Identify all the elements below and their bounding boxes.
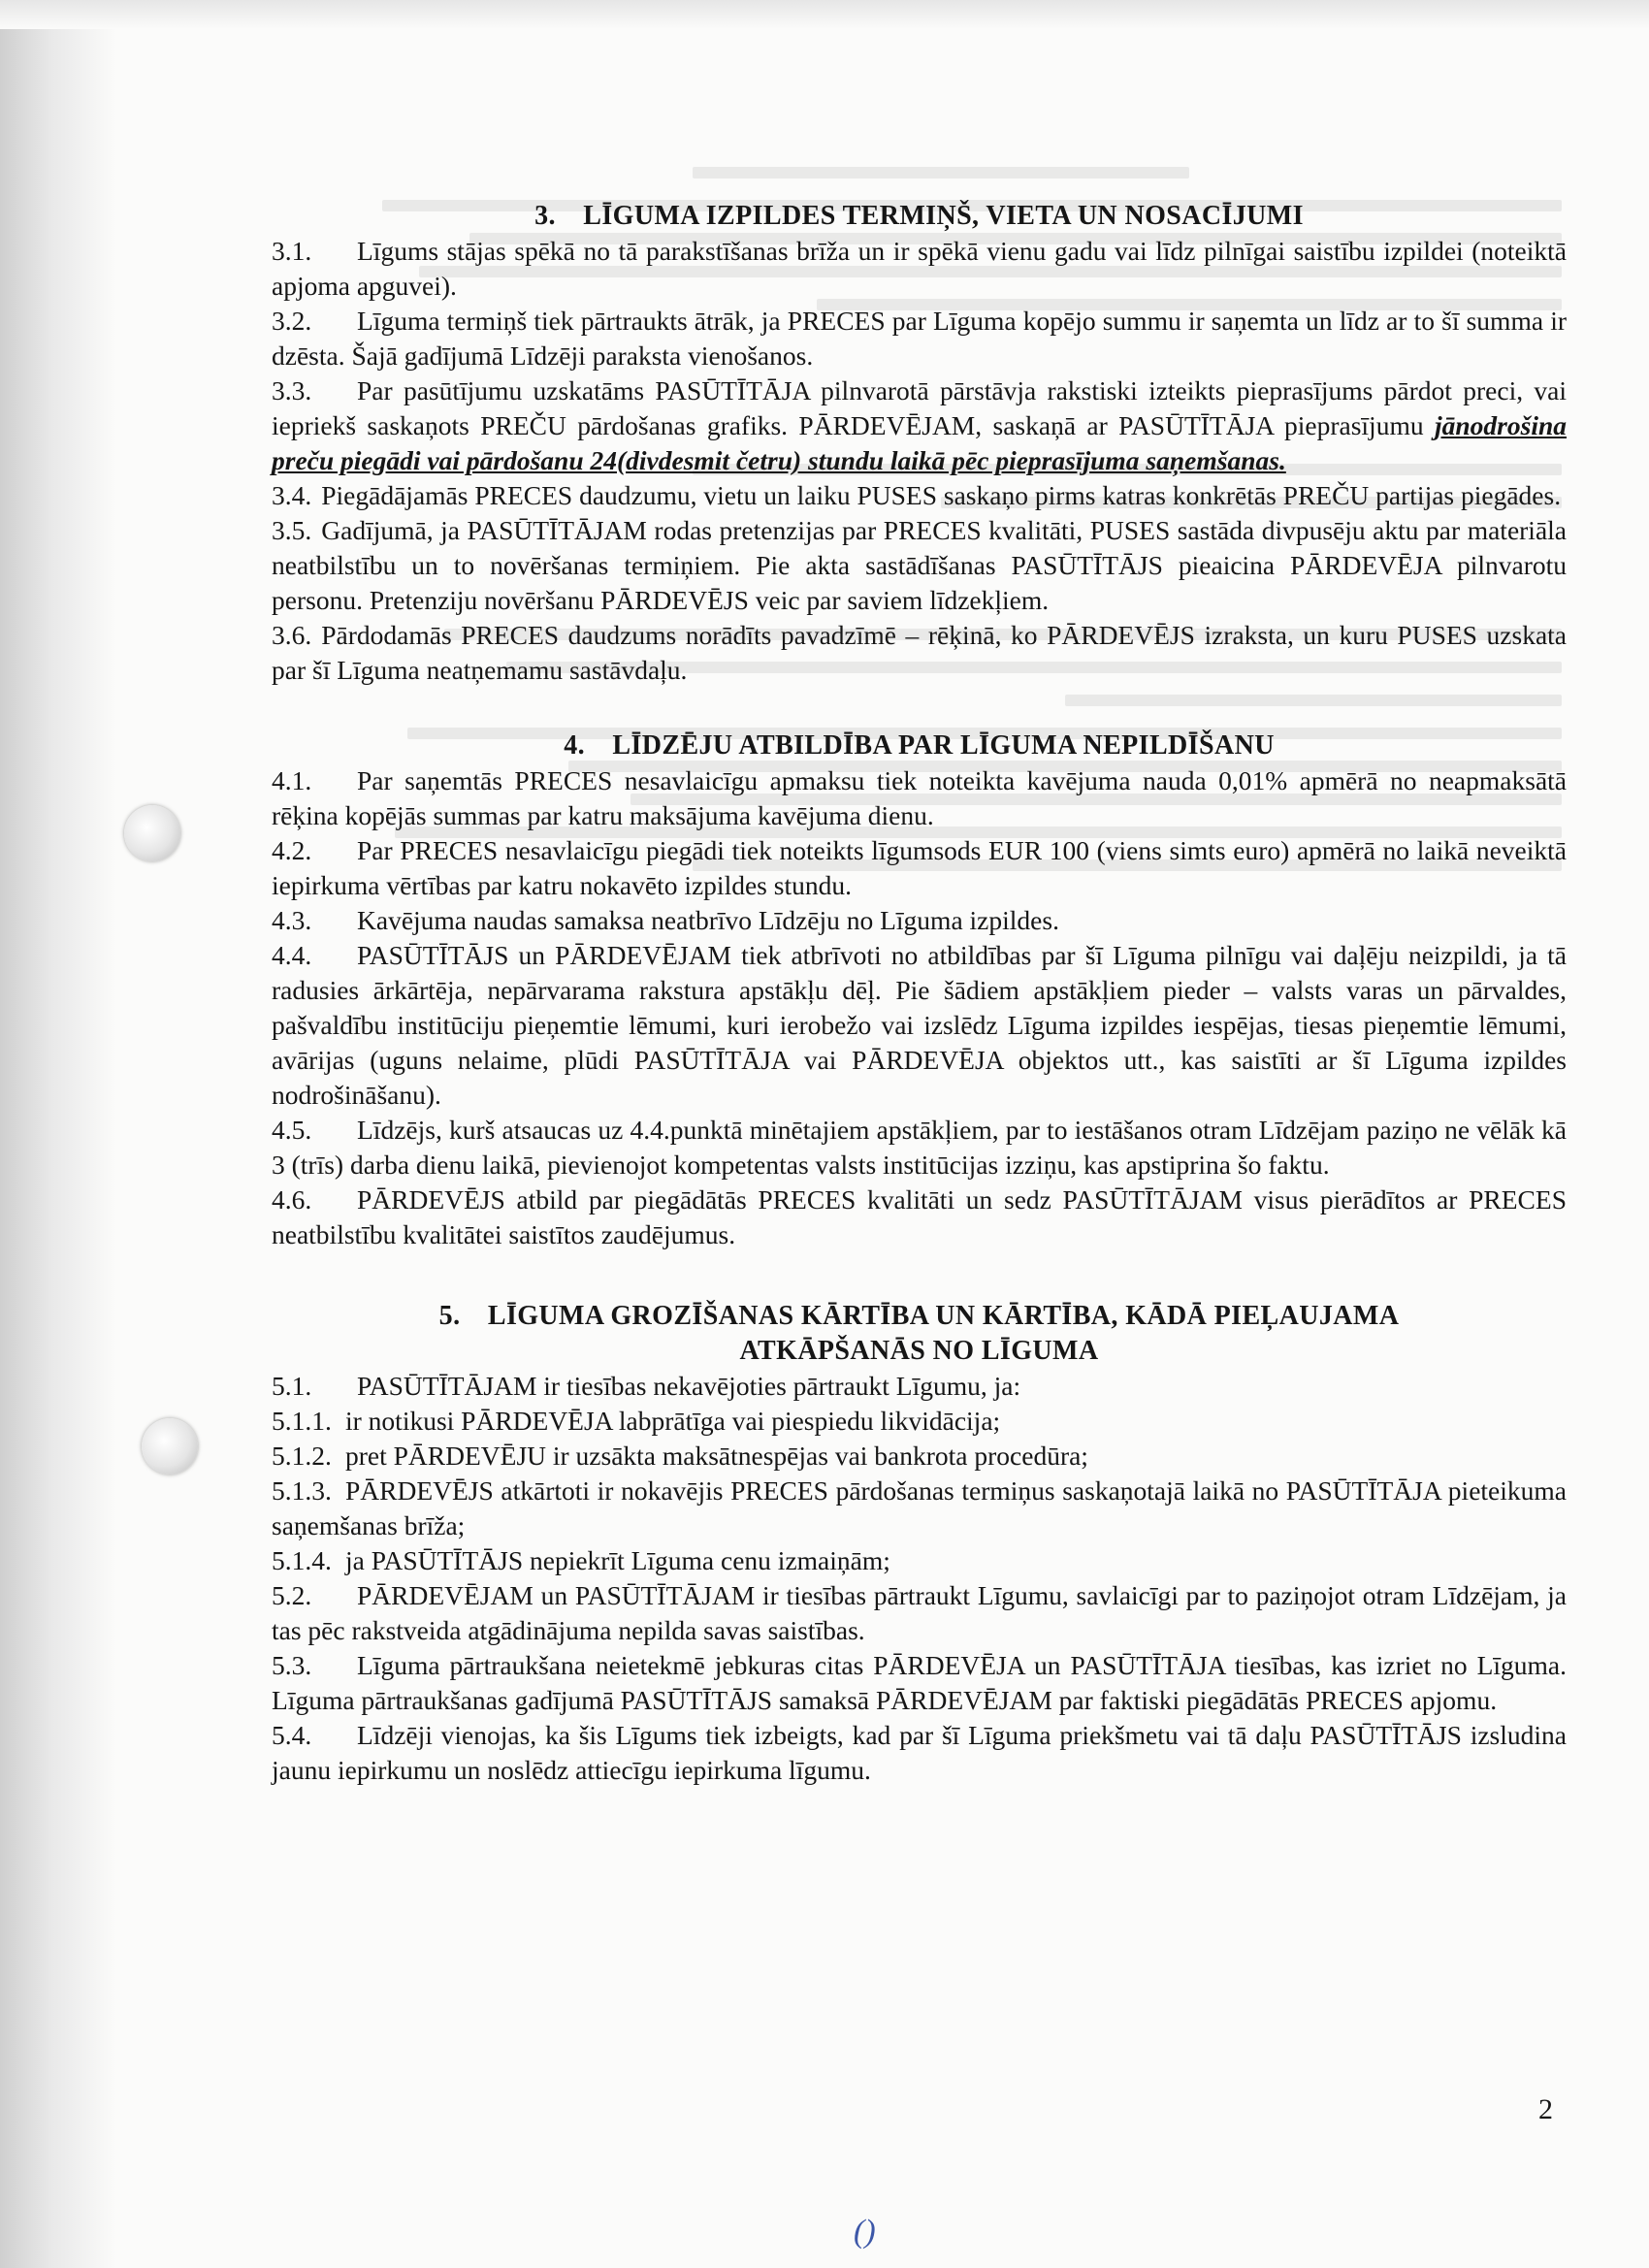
clause-5-1-4: [272, 1543, 1567, 1578]
scan-top-edge: [0, 0, 1649, 29]
clause-number: 5.4.: [272, 1720, 312, 1750]
clause-4-6: [272, 1183, 1567, 1252]
clause-number: 4.1.: [272, 765, 312, 795]
clause-text: PĀRDEVĒJS atkārtoti ir nokavējis PRECES pārdošanas termiņus saskaņotajā laikā no PASŪTĪTĀJA pieteikuma saņemšanas brīža;: [272, 1475, 1567, 1540]
clause-text: PĀRDEVĒJS atbild par piegādātās PRECES kvalitāti un sedz PASŪTĪTĀJAM visus pierādītos ar PRECES neatbilstību kvalitātei saistītos zaudējumus.: [272, 1184, 1567, 1249]
clause-text: PĀRDEVĒJAM un PASŪTĪTĀJAM ir tiesības pārtraukt Līgumu, savlaicīgi par to paziņojot otram Līdzējam, ja tas pēc rakstveida atgādinājuma nepilda savas saistības.: [272, 1580, 1567, 1645]
section-5-heading-line-1: 5. LĪGUMA GROZĪŠANAS KĀRTĪBA UN KĀRTĪBA, KĀDĀ PIEĻAUJAMA: [438, 1301, 1400, 1331]
clause-number: 5.2.: [272, 1580, 312, 1610]
clause-number: 4.3.: [272, 905, 312, 935]
scan-left-shadow: [0, 0, 116, 2268]
clause-number: 4.5.: [272, 1115, 312, 1145]
clause-number: 5.1.3.: [272, 1475, 332, 1506]
clause-3-1: [272, 234, 1567, 304]
clause-number: 5.1.1.: [272, 1406, 332, 1436]
clause-text: ja PASŪTĪTĀJS nepiekrīt Līguma cenu izmaiņām;: [345, 1545, 890, 1575]
clause-text: Par PRECES nesavlaicīgu piegādi tiek noteikts līgumsods EUR 100 (viens simts euro) apmērā no laikā neveiktā iepirkuma vērtības par katru nokavēto izpildes stundu.: [272, 835, 1567, 900]
clause-text: Līdzējs, kurš atsaucas uz 4.4.punktā minētajiem apstākļiem, par to iestāšanos otram Līdzējam paziņo ne vēlāk kā 3 (trīs) darba dienu laikā, pievienojot kompetentas valsts institūcijas izziņu, kas apstiprina šo faktu.: [272, 1115, 1567, 1180]
binder-hole-lower: [142, 1418, 198, 1474]
clause-emphasis: jānodrošina preču piegādi vai pārdošanu 24(divdesmit četru) stundu laikā pēc pieprasījuma saņemšanas.: [272, 410, 1568, 475]
clause-number: 5.3.: [272, 1650, 312, 1680]
section-5-heading-line-2: ATKĀPŠANĀS NO LĪGUMA: [739, 1336, 1099, 1366]
clause-3-4: [272, 478, 1567, 513]
document-body: [272, 199, 1567, 1788]
clause-5-2: [272, 1578, 1567, 1648]
section-4-heading: 4. LĪDZĒJU ATBILDĪBA PAR LĪGUMA NEPILDĪŠANU: [564, 730, 1275, 761]
clause-text: PASŪTĪTĀJS un PĀRDEVĒJAM tiek atbrīvoti no atbildības par šī Līguma pilnīgu vai daļēju neizpildi, ja tā radusies ārkārtēja, nepārvarama rakstura apstākļu dēļ. Pie šādiem apstākļiem pieder – valsts varas un pārvaldes, pašvaldību institūciju pieņemtie lēmumi, kuri ierobežo vai izslēdz Līguma izpildes iespējas, tiesas pieņemtie lēmumi, avārijas (uguns nelaime, plūdi PASŪTĪTĀJA vai PĀRDEVĒJA objektos utt., kas saistīti ar šī Līguma izpildes nodrošināšanu).: [272, 940, 1567, 1110]
clause-4-5: [272, 1113, 1567, 1183]
clause-number: 3.2.: [272, 306, 312, 336]
clause-3-2: [272, 304, 1567, 373]
clause-text: Par pasūtījumu uzskatāms PASŪTĪTĀJA pilnvarotā pārstāvja rakstiski izteikts pieprasījums pārdot preci, vai iepriekš saskaņots PREČU pārdošanas grafiks. PĀRDEVĒJAM, saskaņā ar PASŪTĪTĀJA pieprasījumu: [272, 375, 1567, 440]
binder-hole-upper: [124, 805, 180, 861]
clause-3-5: [272, 513, 1567, 618]
clause-text: Līdzēji vienojas, ka šis Līgums tiek izbeigts, kad par šī Līguma priekšmetu vai tā daļu PASŪTĪTĀJS izsludina jaunu iepirkumu un noslēdz attiecīgu iepirkuma līgumu.: [272, 1720, 1567, 1785]
clause-4-4: [272, 938, 1567, 1113]
clause-text: Par saņemtās PRECES nesavlaicīgu apmaksu tiek noteikta kavējuma nauda 0,01% apmērā no neapmaksātā rēķina kopējās summas par katru maksājuma kavējuma dienu.: [272, 765, 1567, 830]
clause-4-3: [272, 903, 1567, 938]
clause-number: 3.4.: [272, 480, 312, 510]
clause-text: PASŪTĪTĀJAM ir tiesības nekavējoties pārtraukt Līgumu, ja:: [357, 1371, 1021, 1401]
clause-5-4: [272, 1718, 1567, 1788]
clause-text: Līguma pārtraukšana neietekmē jebkuras citas PĀRDEVĒJA un PASŪTĪTĀJA tiesības, kas izriet no Līguma. Līguma pārtraukšanas gadījumā PASŪTĪTĀJS samaksā PĀRDEVĒJAM par faktiski piegādātās PRECES apjomu.: [272, 1650, 1567, 1715]
clause-text: pret PĀRDEVĒJU ir uzsākta maksātnespējas vai bankrota procedūra;: [345, 1441, 1088, 1471]
clause-3-3: [272, 373, 1567, 478]
clause-number: 5.1.4.: [272, 1545, 332, 1575]
clause-5-1-2: [272, 1439, 1567, 1474]
clause-number: 4.6.: [272, 1184, 312, 1215]
clause-text: Pārdodamās PRECES daudzums norādīts pavadzīmē – rēķinā, ko PĀRDEVĒJS izraksta, un kuru PUSES uzskata par šī Līguma neatņemamu sastāvdaļu.: [272, 620, 1567, 685]
clause-5-1-3: [272, 1474, 1567, 1543]
clause-number: 4.4.: [272, 940, 312, 970]
clause-number: 4.2.: [272, 835, 312, 865]
clause-number: 3.3.: [272, 375, 312, 405]
clause-text: Piegādājamās PRECES daudzumu, vietu un laiku PUSES saskaņo pirms katras konkrētās PREČU partijas piegādes.: [321, 480, 1562, 510]
clause-4-2: [272, 833, 1567, 903]
clause-text: Līgums stājas spēkā no tā parakstīšanas brīža un ir spēkā vienu gadu vai līdz pilnīgai saistību izpildei (noteiktā apjoma apguvei).: [272, 236, 1567, 301]
clause-text: Gadījumā, ja PASŪTĪTĀJAM rodas pretenzijas par PRECES kvalitāti, PUSES sastāda divpusēju aktu par materiāla neatbilstību un to novēršanas termiņiem. Pie akta sastādīšanas PASŪTĪTĀJS pieaicina PĀRDEVĒJA pilnvarotu personu. Pretenziju novēršanu PĀRDEVĒJS veic par saviem līdzekļiem.: [272, 515, 1567, 615]
clause-text: Līguma termiņš tiek pārtraukts ātrāk, ja PRECES par Līguma kopējo summu ir saņemta un līdz ar to šī summa ir dzēsta. Šajā gadījumā Līdzēji paraksta vienošanos.: [272, 306, 1567, 371]
clause-number: 3.1.: [272, 236, 312, 266]
section-5-heading: [272, 1299, 1567, 1369]
clause-number: 5.1.2.: [272, 1441, 332, 1471]
handwritten-mark: (): [854, 2214, 876, 2250]
clause-text: Kavējuma naudas samaksa neatbrīvo Līdzēju no Līguma izpildes.: [357, 905, 1059, 935]
clause-3-6: [272, 618, 1567, 688]
clause-number: 3.5.: [272, 515, 312, 545]
clause-5-3: [272, 1648, 1567, 1718]
clause-5-1: [272, 1369, 1567, 1404]
section-3-heading: 3. LĪGUMA IZPILDES TERMIŅŠ, VIETA UN NOSACĪJUMI: [534, 201, 1304, 231]
clause-5-1-1: [272, 1404, 1567, 1439]
clause-text: ir notikusi PĀRDEVĒJA labprātīga vai piespiedu likvidācija;: [345, 1406, 1001, 1436]
page-number: 2: [1538, 2093, 1553, 2125]
clause-number: 5.1.: [272, 1371, 312, 1401]
clause-4-1: [272, 763, 1567, 833]
clause-number: 3.6.: [272, 620, 312, 650]
